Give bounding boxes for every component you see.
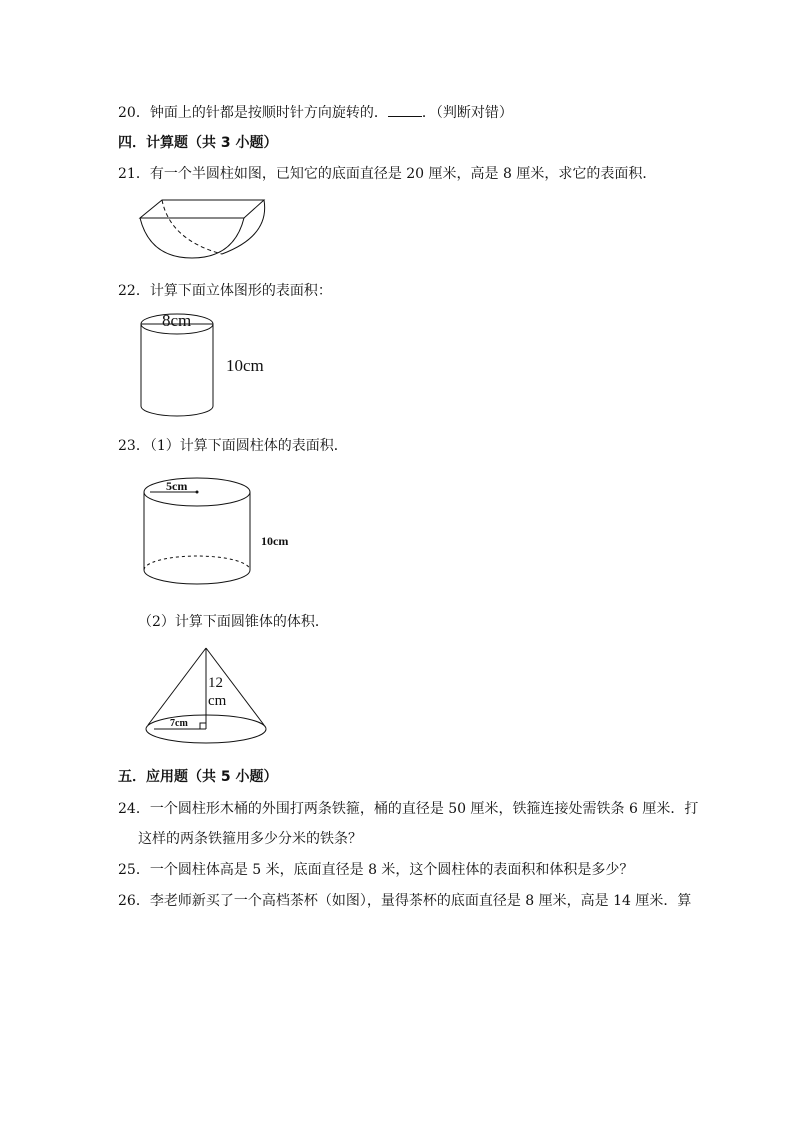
cone-figure [144,645,274,750]
cylinder-22-top-label: 8cm [162,311,192,330]
cylinder-23-height-label: 10cm [261,534,289,548]
cylinder-23-radius-label: 5cm [166,479,188,493]
question-26: 26．李老师新买了一个高档茶杯（如图），量得茶杯的底面直径是 8 厘米，高是 14 厘米．算 [118,893,692,909]
cone-height-label: 12 [208,675,223,691]
cylinder-figure-23 [140,472,310,597]
question-21: 21．有一个半圆柱如图，已知它的底面直径是 20 厘米，高是 8 厘米，求它的表面积． [118,166,657,182]
question-20 [118,102,513,123]
cylinder-23-bottom-hidden-arc [144,556,250,570]
cylinder-23-bottom-front-arc [144,570,250,584]
question-22: 22．计算下面立体图形的表面积： [118,283,332,299]
question-24-line-2: 这样的两条铁箍用多少分米的铁条？ [138,831,362,847]
half-cylinder-top-face [140,200,264,218]
half-cylinder-front-arc [140,218,244,258]
answer-blank[interactable] [388,102,422,117]
question-23-part-2: （2）计算下面圆锥体的体积． [138,614,329,630]
cylinder-22-side-label: 10cm [226,356,264,375]
question-23: 23．（1）计算下面圆柱体的表面积． [118,438,348,454]
question-20-number: 20． [118,105,150,121]
half-cylinder-figure [130,196,280,266]
section-4-title: 四．计算题（共 3 小题） [118,135,278,151]
cone-right-angle-mark [200,723,206,729]
cylinder-figure-22 [130,306,290,426]
cone-left-slant [148,648,206,725]
cylinder-22-bottom-arc [141,406,213,416]
question-25: 25．一个圆柱体高是 5 米，底面直径是 8 米，这个圆柱体的表面积和体积是多少？ [118,862,634,878]
section-5-title: 五．应用题（共 5 小题） [118,769,278,785]
question-24-line-1: 24．一个圆柱形木桶的外围打两条铁箍，桶的直径是 50 厘米，铁箍连接处需铁条 6 厘米．打 [118,801,699,817]
cylinder-23-center-dot [196,491,199,494]
half-cylinder-hidden-arc [162,200,222,254]
cone-height-unit: cm [208,693,227,709]
cone-radius-label: 7cm [170,718,188,729]
question-20-suffix: ．（判断对错） [421,105,513,121]
question-20-text: 钟面上的针都是按顺时针方向旋转的． [149,105,388,121]
